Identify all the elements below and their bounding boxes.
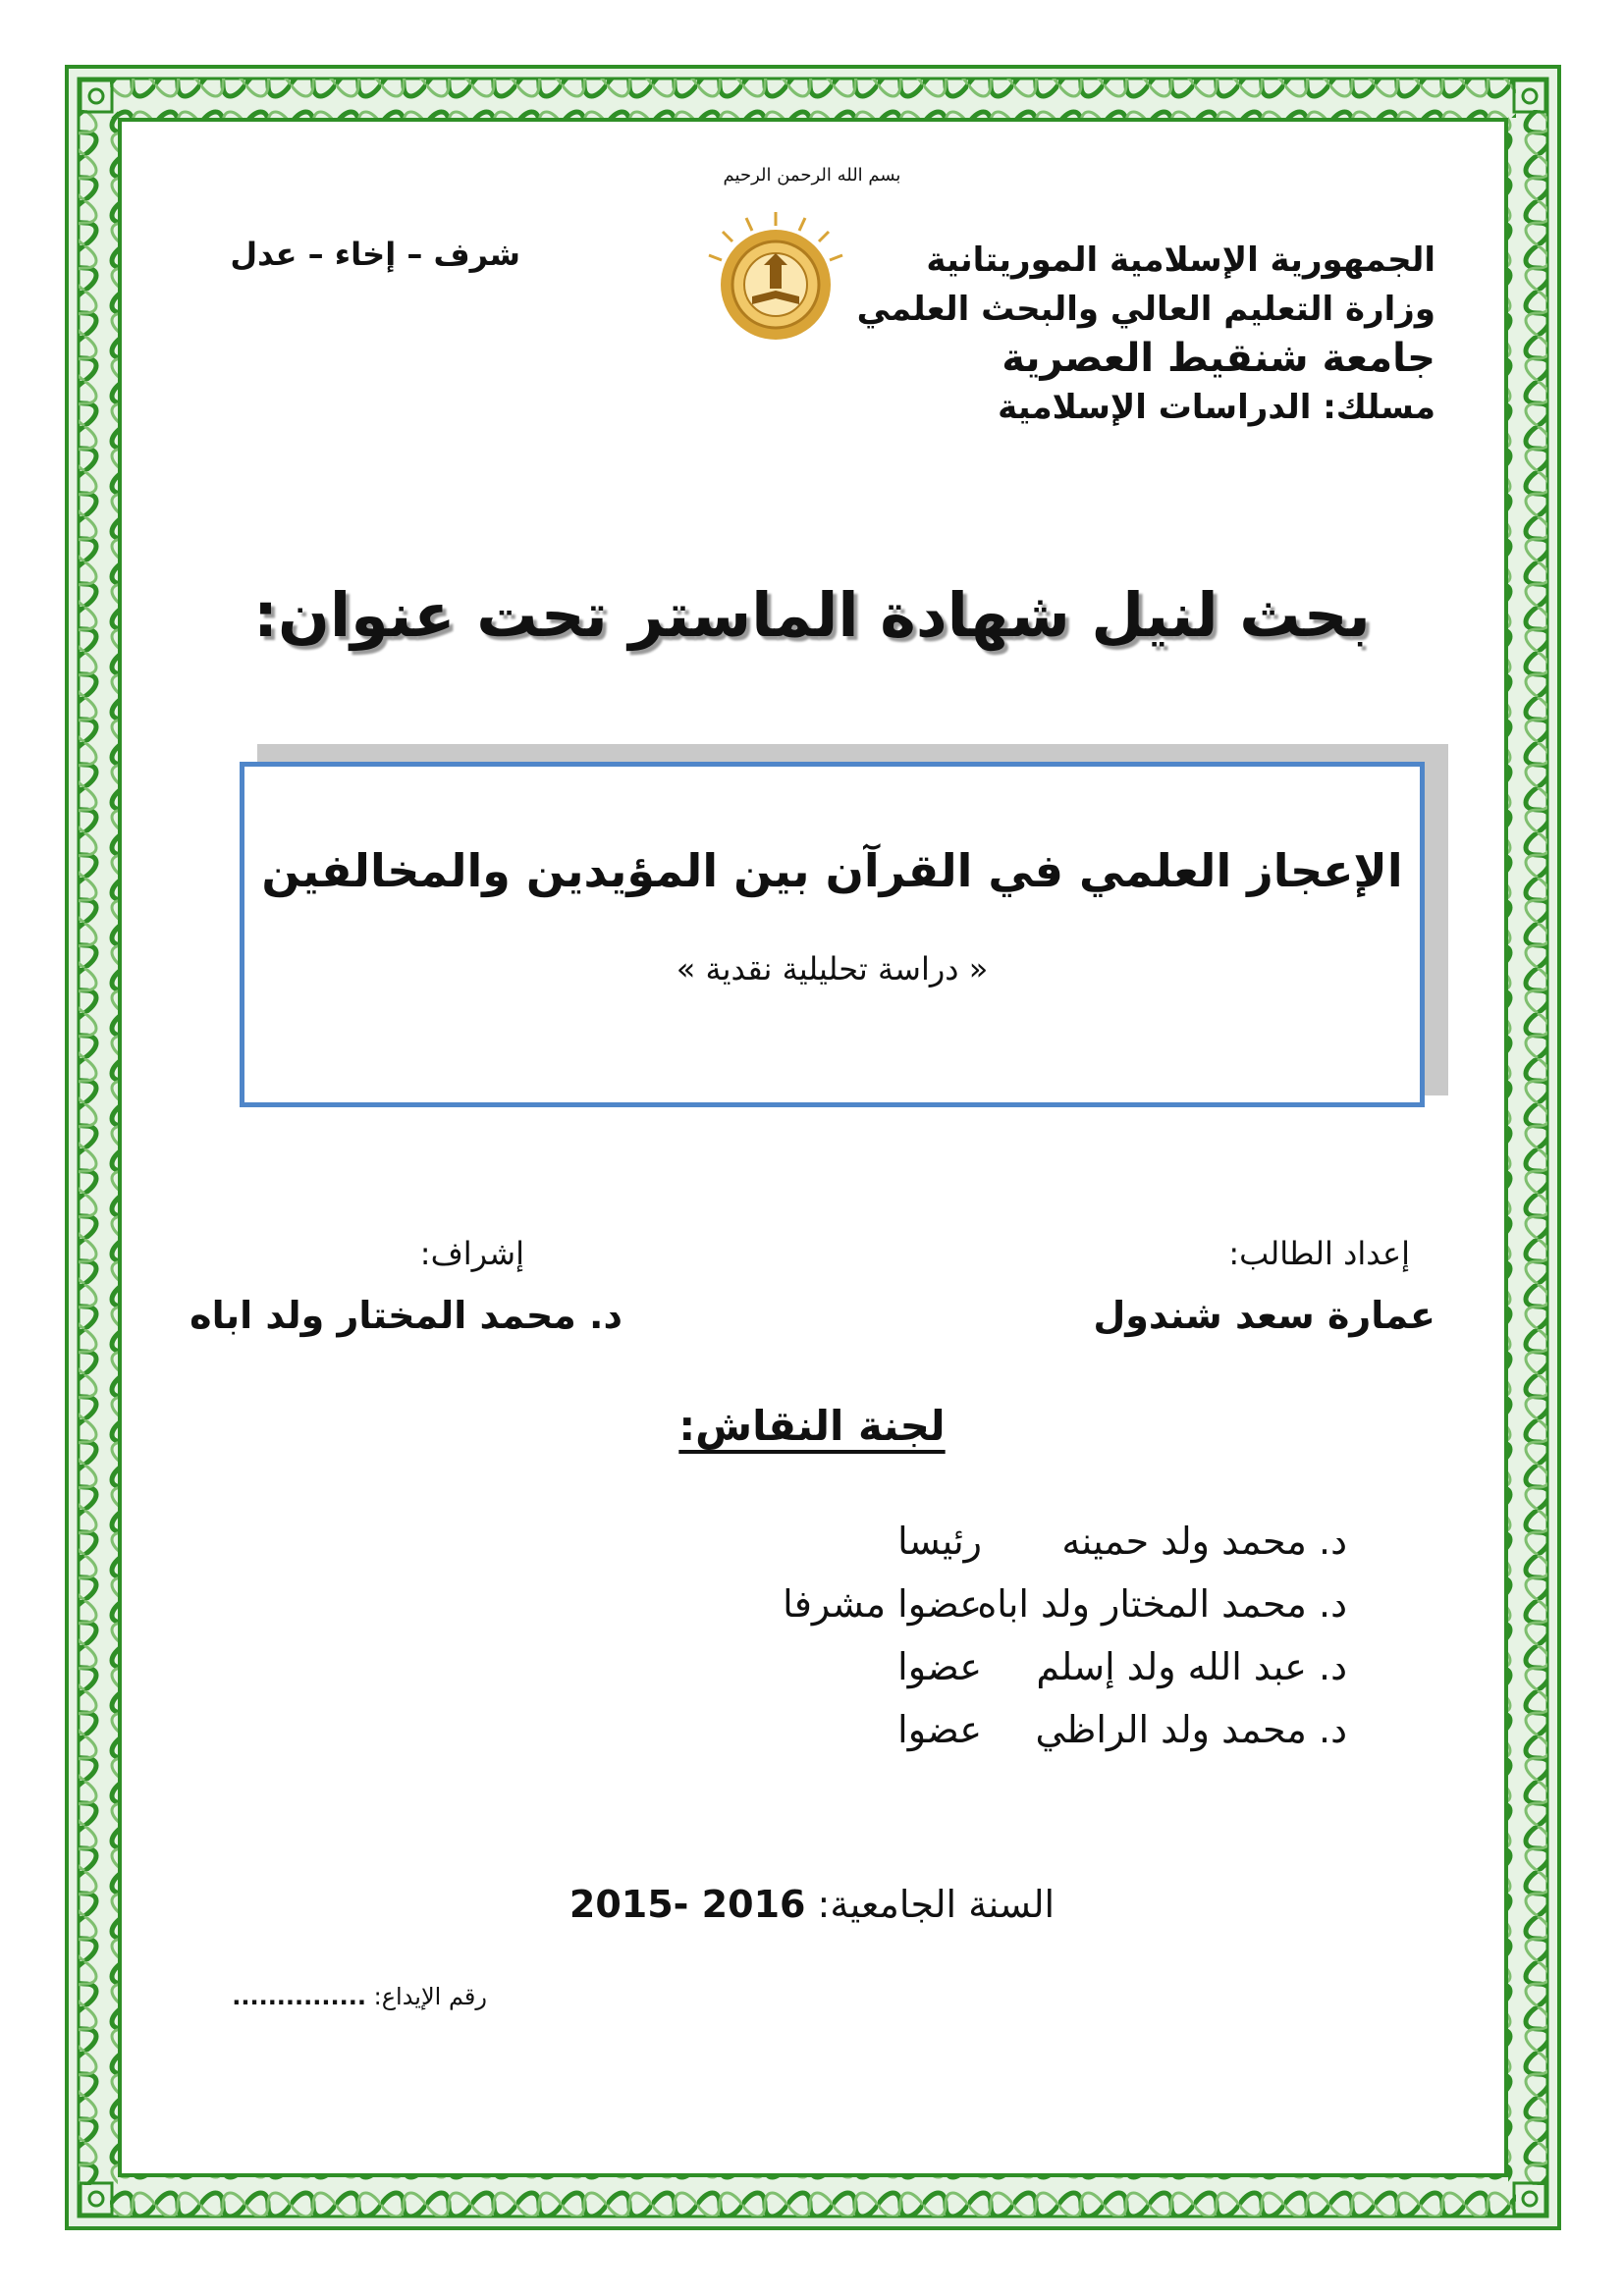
committee-member bbox=[562, 1708, 1347, 1771]
student-label: إعداد الطالب: bbox=[1228, 1235, 1410, 1272]
thesis-subtitle: « دراسة تحليلية نقدية » bbox=[676, 950, 989, 988]
institution-header bbox=[846, 236, 1435, 432]
member-name: د. محمد المختار ولد اباه bbox=[977, 1582, 1347, 1626]
ministry-name: وزارة التعليم العالي والبحث العلمي bbox=[856, 290, 1435, 329]
member-role: عضوا bbox=[897, 1645, 982, 1688]
member-name: د. محمد ولد حمينه bbox=[1061, 1520, 1347, 1563]
student-name: عمارة سعد شندول bbox=[1093, 1294, 1435, 1337]
committee-member bbox=[562, 1645, 1347, 1708]
thesis-heading: بحث لنيل شهادة الماستر تحت عنوان: bbox=[253, 579, 1371, 651]
committee-member bbox=[562, 1520, 1347, 1582]
member-name: د. محمد ولد الراظي bbox=[1035, 1708, 1347, 1751]
academic-year-value: 2015- 2016 bbox=[568, 1883, 806, 1926]
member-name: د. عبد الله ولد إسلم bbox=[1036, 1645, 1347, 1688]
academic-year bbox=[0, 1883, 1624, 1926]
title-box bbox=[240, 762, 1425, 1107]
member-role: رئيسا bbox=[897, 1520, 982, 1563]
supervisor-name: د. محمد المختار ولد اباه bbox=[189, 1294, 623, 1337]
academic-year-label: السنة الجامعية: bbox=[817, 1883, 1056, 1926]
program-track: مسلك: الدراسات الإسلامية bbox=[998, 388, 1435, 427]
deposit-number bbox=[192, 1983, 487, 2010]
national-motto: شرف – إخاء – عدل bbox=[230, 236, 520, 273]
university-seal-icon bbox=[687, 206, 864, 344]
member-role: عضوا bbox=[897, 1708, 982, 1751]
supervisor-label: إشراف: bbox=[419, 1235, 524, 1272]
committee-title-text: لجنة النقاش: bbox=[678, 1402, 946, 1450]
university-name: جامعة شنقيط العصرية bbox=[1001, 336, 1435, 381]
basmala: بسم الله الرحمن الرحيم bbox=[723, 165, 901, 186]
member-role: عضوا مشرفا bbox=[783, 1582, 982, 1626]
committee-member bbox=[562, 1582, 1347, 1645]
committee-title bbox=[0, 1402, 1624, 1450]
republic-name: الجمهورية الإسلامية الموريتانية bbox=[926, 240, 1435, 280]
thesis-title: الإعجاز العلمي في القرآن بين المؤيدين والمخالفين bbox=[261, 844, 1403, 897]
deposit-label: رقم الإيداع: bbox=[373, 1983, 487, 2010]
deposit-value: ............... bbox=[232, 1983, 366, 2010]
